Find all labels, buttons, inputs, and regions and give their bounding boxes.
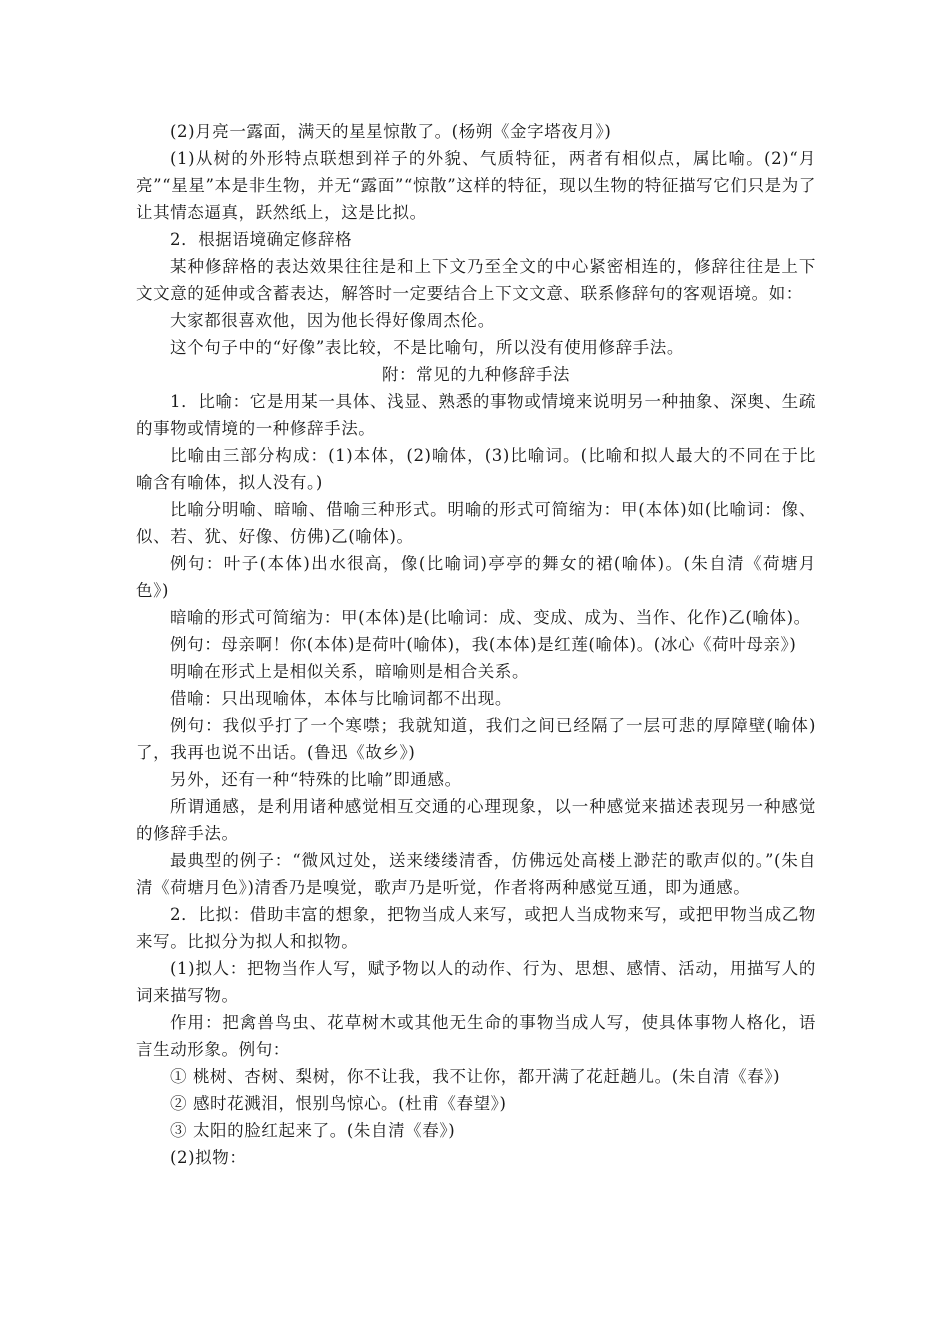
paragraph-implicit-metaphor: 暗喻的形式可简缩为：甲(本体)是(比喻词：成、变成、成为、当作、化作)乙(喻体)。 xyxy=(170,608,811,627)
section-heading-context: 2．根据语境确定修辞格 xyxy=(170,230,353,249)
paragraph-synesthesia-definition: 所谓通感，是利用诸种感觉相互交通的心理现象，以一种感觉来描述表现另一种感觉的修辞手法。 xyxy=(136,797,816,843)
paragraph-implicit-example: 例句：母亲啊！你(本体)是荷叶(喻体)，我(本体)是红莲(喻体)。(冰心《荷叶母亲》) xyxy=(170,635,797,654)
paragraph-borrowed-example: 例句：我似乎打了一个寒噤；我就知道，我们之间已经隔了一层可悲的厚障壁(喻体)了，我再也说不出话。(鲁迅《故乡》) xyxy=(136,716,816,762)
appendix-title: 附：常见的九种修辞手法 xyxy=(381,365,571,384)
paragraph-personification-definition: 2．比拟：借助丰富的想象，把物当成人来写，或把人当成物来写，或把甲物当成乙物来写。比拟分为拟人和拟物。 xyxy=(136,905,816,951)
paragraph-example-jay: 大家都很喜欢他，因为他长得好像周杰伦。 xyxy=(170,311,495,330)
paragraph-metaphor-definition: 1．比喻：它是用某一具体、浅显、熟悉的事物或情境来说明另一种抽象、深奥、生疏的事物或情境的一种修辞手法。 xyxy=(136,392,816,438)
document-body xyxy=(136,118,816,1171)
paragraph-personification-effect: 作用：把禽兽鸟虫、花草树木或其他无生命的事物当成人写，使具体事物人格化，语言生动形象。例句： xyxy=(136,1013,816,1059)
paragraph-relation-note: 明喻在形式上是相似关系，暗喻则是相合关系。 xyxy=(170,662,530,681)
paragraph-synesthesia-example: 最典型的例子：“微风过处，送来缕缕清香，仿佛远处高楼上渺茫的歌声似的。”(朱自清《荷塘月色》)清香乃是嗅觉，歌声乃是听觉，作者将两种感觉互通，即为通感。 xyxy=(136,851,816,897)
paragraph-borrowed-metaphor: 借喻：只出现喻体，本体与比喻词都不出现。 xyxy=(170,689,512,708)
paragraph-analysis: (1)从树的外形特点联想到祥子的外貌、气质特征，两者有相似点，属比喻。(2)“月亮”“星星”本是非生物，并无“露面”“惊散”这样的特征，现以生物的特征描写它们只是为了让其情态逼真，跃然纸上，这是比拟。 xyxy=(136,149,816,222)
paragraph-example-moon: (2)月亮一露面，满天的星星惊散了。(杨朔《金字塔夜月》) xyxy=(170,122,612,141)
paragraph-metaphor-forms: 比喻分明喻、暗喻、借喻三种形式。明喻的形式可简缩为：甲(本体)如(比喻词：像、似、若、犹、好像、仿佛)乙(喻体)。 xyxy=(136,500,816,546)
paragraph-context-explanation: 某种修辞格的表达效果往往是和上下文乃至全文的中心紧密相连的，修辞往往是上下文文意的延伸或含蓄表达，解答时一定要结合上下文文意、联系修辞句的客观语境。如： xyxy=(136,257,816,303)
paragraph-simile-example: 例句：叶子(本体)出水很高，像(比喻词)亭亭的舞女的裙(喻体)。(朱自清《荷塘月色》) xyxy=(136,554,816,600)
paragraph-synesthesia-intro: 另外，还有一种“特殊的比喻”即通感。 xyxy=(170,770,462,789)
paragraph-objectification-heading: (2)拟物： xyxy=(170,1148,247,1167)
list-item-example-2: ② 感时花溅泪，恨别鸟惊心。(杜甫《春望》) xyxy=(170,1094,507,1113)
list-item-example-1: ① 桃树、杏树、梨树，你不让我，我不让你，都开满了花赶趟儿。(朱自清《春》) xyxy=(170,1067,781,1086)
list-item-example-3: ③ 太阳的脸红起来了。(朱自清《春》) xyxy=(170,1121,456,1140)
paragraph-personification-humanize: (1)拟人：把物当作人写，赋予物以人的动作、行为、思想、感情、活动，用描写人的词来描写物。 xyxy=(136,959,816,1005)
paragraph-example-note: 这个句子中的“好像”表比较，不是比喻句，所以没有使用修辞手法。 xyxy=(170,338,684,357)
paragraph-metaphor-parts: 比喻由三部分构成：(1)本体，(2)喻体，(3)比喻词。(比喻和拟人最大的不同在于比喻含有喻体，拟人没有。) xyxy=(136,446,816,492)
